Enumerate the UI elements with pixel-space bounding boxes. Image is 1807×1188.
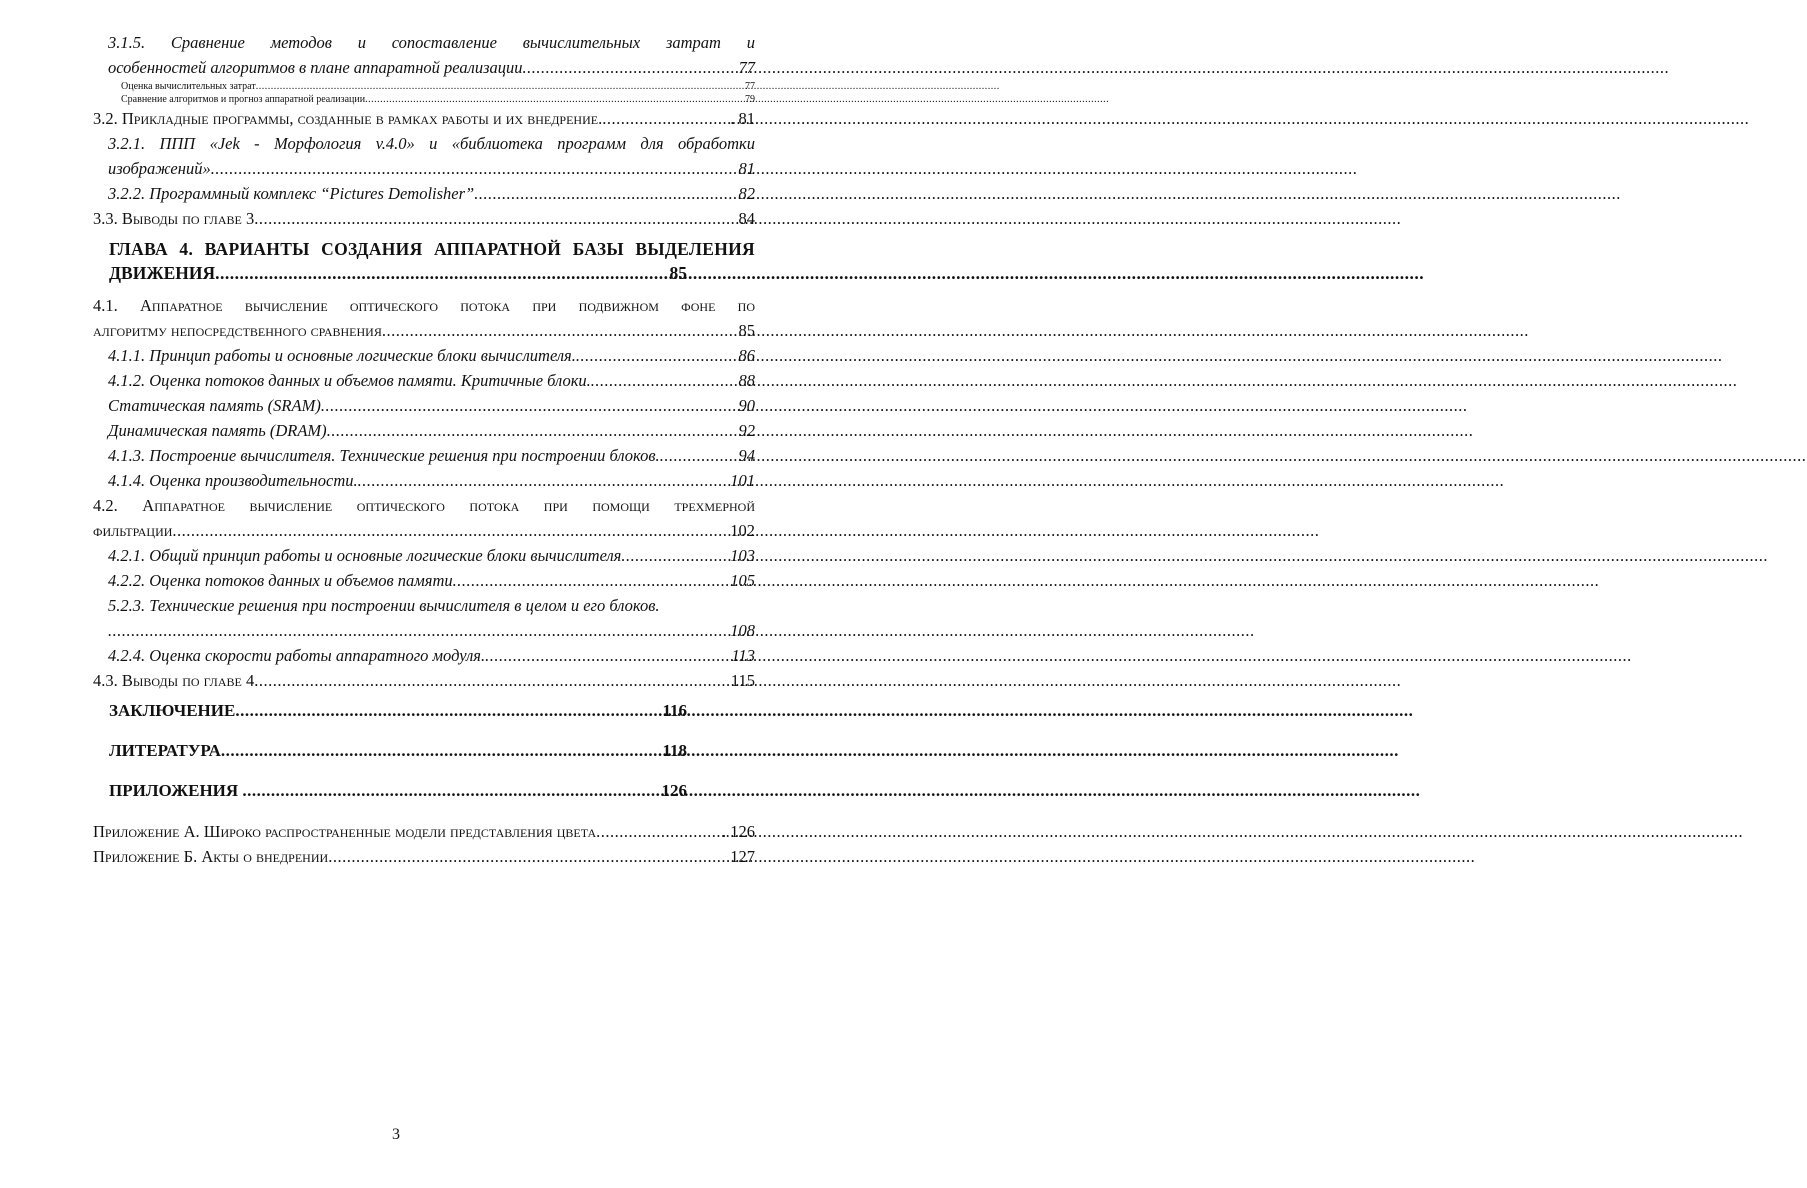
toc-page-number: 79 [745,94,755,105]
toc-page-number: 85 [738,321,755,340]
toc-subentry-algorithm-comparison[interactable] [121,93,755,106]
dot-leader [621,543,728,568]
toc-page-number: 102 [730,521,755,540]
toc-page-number: 77 [745,81,755,92]
toc-page-number: 85 [669,263,687,283]
chapter-title-cont: ДВИЖЕНИЯ [109,263,216,283]
toc-page-number: 101 [730,471,755,490]
toc-page-number: 90 [738,396,755,415]
dot-leader [382,318,737,343]
chapter-title: ГЛАВА 4. ВАРИАНТЫ СОЗДАНИЯ АППАРАТНОЙ БАЗЫ ВЫДЕЛЕНИЯ [109,239,755,259]
toc-entry-3-2[interactable] [93,106,755,131]
toc-entry-title: 4.1.3. Построение вычислителя. Технические решения при построении блоков. [108,446,660,465]
dot-leader [256,80,743,93]
toc-entry-4-1-3[interactable] [108,443,755,468]
dot-leader [328,844,728,869]
toc-entry-title: Приложение Б. Акты о внедрении [93,847,329,866]
dot-leader [172,518,728,543]
toc-entry-title: 4.2.1. Общий принцип работы и основные логические блоки вычислителя [108,546,622,565]
toc-entry-title: 4.3. Выводы по главе 4 [93,671,255,690]
dot-leader [365,93,743,106]
dot-leader [254,668,729,693]
toc-chapter-4[interactable] [109,237,755,285]
toc-entry-title: 4.1.1. Принцип работы и основные логические блоки вычислителя. [108,346,576,365]
toc-entry-4-1[interactable] [93,293,755,343]
toc-page-number: 126 [661,781,687,800]
toc-entry-title: Приложение А. Широко распространенные модели представления цвета [93,822,597,841]
toc-entry-title: Статическая память (SRAM) [108,396,321,415]
dot-leader [576,343,737,368]
toc-entry-4-2-4[interactable] [108,643,755,668]
toc-entry-title: Оценка вычислительных затрат [121,81,256,92]
dot-leader [221,739,661,763]
toc-page-number: 77 [738,58,755,77]
toc-entry-4-2[interactable] [93,493,755,543]
toc-entry-4-2-1[interactable] [108,543,755,568]
toc-entry-title: 5.2.3. Технические решения при построении вычислителя в целом и его блоков. [108,596,660,615]
toc-entry-title: 4.2. Аппаратное вычисление оптического потока при помощи трехмерной [93,496,755,515]
toc-page-number: 116 [662,701,687,720]
toc-page-number: 84 [738,209,755,228]
toc-entry-title: 3.2.1. ППП «Jek - Морфология v.4.0» и «библиотека программ для обработки [108,134,755,153]
toc-entry-4-1-2[interactable] [108,368,755,393]
dot-leader [596,819,720,844]
toc-entry-title: 3.1.5. Сравнение методов и сопоставление вычислительных затрат и [108,33,755,52]
toc-entry-4-2-2[interactable] [108,568,755,593]
toc-page-number: 127 [730,847,755,866]
toc-page-number: . 81 [730,109,755,128]
dot-leader [235,699,660,723]
page-number: 3 [392,1126,400,1143]
toc-entry-title: ЛИТЕРАТУРА [109,741,221,760]
toc-page-number: 81 [738,159,755,178]
toc-entry-5-2-3[interactable] [108,593,755,643]
toc-page-number: 108 [730,621,755,640]
toc-entry-title-cont: алгоритму непосредственного сравнения [93,321,382,340]
toc-entry-3-3[interactable] [93,206,755,231]
toc-page-number: 103 [730,546,755,565]
toc-subentry-computation-cost[interactable] [121,80,755,93]
toc-entry-title: 4.1. Аппаратное вычисление оптического потока при подвижном фоне по [93,296,755,315]
dot-leader [211,156,737,181]
toc-entry-3-1-5[interactable] [108,30,755,80]
toc-entry-title: 4.1.4. Оценка производительности. [108,471,358,490]
dot-leader [254,206,736,231]
toc-page-number: 94 [738,446,755,465]
toc-entry-sram[interactable] [108,393,755,418]
toc-entry-4-1-1[interactable] [108,343,755,368]
dot-leader [215,261,667,285]
toc-entry-title: 4.2.2. Оценка потоков данных и объемов памяти [108,571,453,590]
dot-leader [453,568,729,593]
dot-leader [591,368,737,393]
toc-page-number: 82 [738,184,755,203]
dot-leader [108,618,728,643]
toc-entry-4-1-4[interactable] [108,468,755,493]
toc-entry-title: 3.3. Выводы по главе 3 [93,209,255,228]
toc-entry-title: ЗАКЛЮЧЕНИЕ [109,701,236,720]
dot-leader [523,55,737,80]
toc-entry-title: ПРИЛОЖЕНИЯ [109,781,243,800]
toc-appendix-b[interactable] [93,844,755,869]
dot-leader [321,393,737,418]
toc-entry-title: 3.2.2. Программный комплекс “Pictures Demolisher” [108,184,475,203]
toc-page-number: 118 [662,741,687,760]
toc-page-number: 92 [738,421,755,440]
toc-page-number: 115 [730,671,755,690]
table-of-contents [93,30,755,869]
toc-entry-title-cont: изображений» [108,159,211,178]
toc-entry-title: 3.2. Прикладные программы, созданные в рамках работы и их внедрение. [93,109,603,128]
toc-entry-3-2-2[interactable] [108,181,755,206]
toc-entry-3-2-1[interactable] [108,131,755,181]
toc-literature[interactable] [109,739,687,763]
dot-leader [485,643,729,668]
toc-entry-title: Сравнение алгоритмов и прогноз аппаратной реализации [121,94,366,105]
toc-page-number: 86 [738,346,755,365]
toc-entry-dram[interactable] [108,418,755,443]
dot-leader [242,779,659,803]
toc-entry-title-cont: фильтрации [93,521,173,540]
dot-leader [660,443,737,468]
toc-entry-4-3[interactable] [93,668,755,693]
dot-leader [358,468,729,493]
toc-page-number: . 126 [722,822,755,841]
toc-entry-title: 4.1.2. Оценка потоков данных и объемов памяти. Критичные блоки. [108,371,591,390]
toc-entry-title-cont: особенностей алгоритмов в плане аппаратной реализации [108,58,523,77]
toc-page-number: 88 [738,371,755,390]
dot-leader [602,106,728,131]
toc-page-number: 105 [730,571,755,590]
toc-conclusion[interactable] [109,699,687,723]
toc-entry-title: Динамическая память (DRAM) [108,421,327,440]
toc-appendices[interactable] [109,779,687,803]
dot-leader [327,418,737,443]
toc-entry-title: 4.2.4. Оценка скорости работы аппаратного модуля. [108,646,486,665]
dot-leader [474,181,736,206]
toc-appendix-a[interactable] [93,819,755,844]
toc-page-number: 113 [731,646,755,665]
